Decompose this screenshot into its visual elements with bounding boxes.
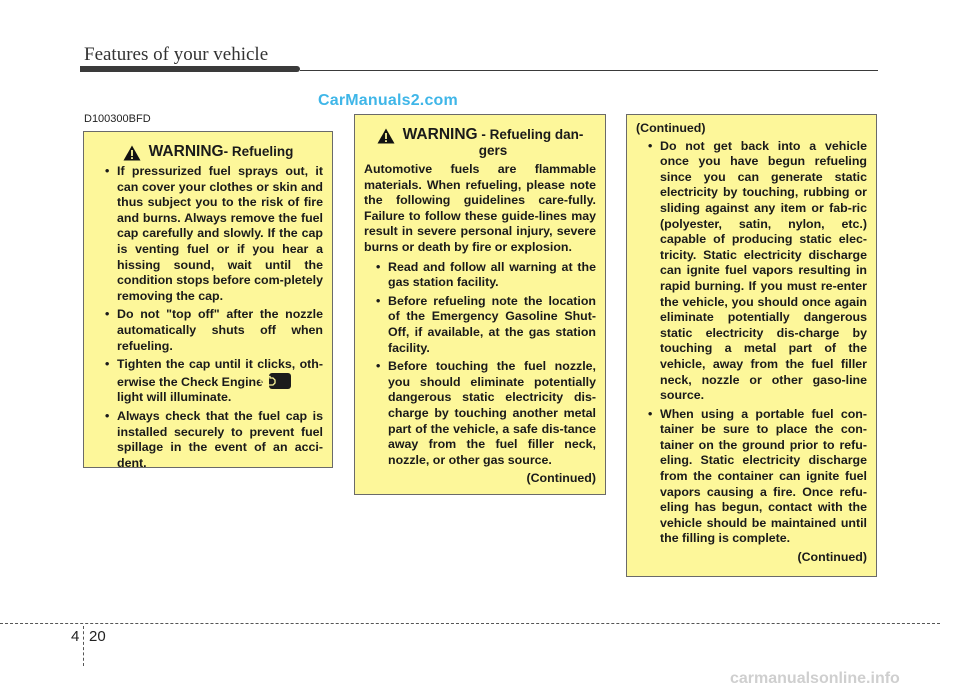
page-number: 20 xyxy=(89,628,106,645)
warning-triangle-icon xyxy=(123,145,141,161)
continued-label: (Continued) xyxy=(797,550,867,565)
warning-bullet-list xyxy=(93,164,323,471)
list-item: • Always check that the fuel cap is installed securely to prevent fuel spillage in the event of an acci-dent. xyxy=(105,409,323,471)
page-header-title: Features of your vehicle xyxy=(84,44,269,65)
warning-heading xyxy=(364,127,596,159)
chapter-number: 4 xyxy=(71,628,80,645)
warning-title: - Refueling dan- xyxy=(477,127,584,142)
list-item: • If pressurized fuel sprays out, it can cover your clothes or skin and thus subject you to the risk of fire and burns. Always remove the fuel cap carefully and slowly. If the cap is venting fuel or if you hear a hissing sound, wait until the condition stops before com-pletely removing the cap. xyxy=(105,164,323,304)
section-code: D100300BFD xyxy=(84,113,151,125)
page-number-separator xyxy=(83,626,84,666)
list-item: • Before touching the fuel nozzle, you should eliminate potentially dangerous static electricity dis-charge by touching another metal part of the vehicle, a safe dis-tance away from the fuel filler neck, nozzle, or other gas source. xyxy=(376,359,596,468)
warning-title-line2: gers xyxy=(478,143,508,158)
list-item-text: light will illuminate. xyxy=(117,390,232,405)
warning-bullet-list xyxy=(364,260,596,469)
list-item: • When using a portable fuel con-tainer be sure to place the con-tainer on the ground prior to refu-eling. Static electricity discharge from the container can ignite fuel vapors causing a fire. Once refu-eling has begun, contact with the vehicle should be maintained until the filling is complete. xyxy=(648,407,867,547)
warning-box-refueling-dangers xyxy=(354,114,606,495)
warning-bullet-list xyxy=(636,139,867,547)
bottom-watermark: carmanualsonline.info xyxy=(730,670,900,687)
continued-label: (Continued) xyxy=(636,121,706,135)
header-bar xyxy=(80,66,300,72)
list-item xyxy=(105,357,323,406)
list-item: • Read and follow all warning at the gas station facility. xyxy=(376,260,596,291)
warning-word: WARNING xyxy=(148,143,224,160)
watermark-link[interactable]: CarManuals2.com xyxy=(318,92,458,109)
continued-label: (Continued) xyxy=(526,471,596,486)
warning-title-block xyxy=(403,127,584,159)
warning-triangle-icon xyxy=(377,128,395,144)
list-item: • Do not "top off" after the nozzle automatically shuts off when refueling. xyxy=(105,307,323,354)
warning-heading xyxy=(93,144,323,161)
warning-box-refueling xyxy=(83,131,333,468)
list-item: • Before refueling note the location of the Emergency Gasoline Shut-Off, if available, at the gas station facility. xyxy=(376,294,596,356)
list-item-text: Tighten the cap until it clicks, oth-erwise the Check Engine xyxy=(117,357,323,389)
footer-rule xyxy=(0,623,940,624)
warning-intro: Automotive fuels are flammable materials. When refueling, please note the following guidelines care-fully. Failure to follow these guide-lines may result in severe personal injury, severe burns or death by fire or explosion. xyxy=(364,162,596,254)
warning-box-continued xyxy=(626,114,877,577)
warning-word: WARNING xyxy=(402,126,478,143)
warning-title: - Refueling xyxy=(223,144,294,159)
header-rule xyxy=(300,70,878,71)
list-item: • Do not get back into a vehicle once you have begun refueling since you can generate static electricity by touching, rubbing or sliding against any item or fab-ric (polyester, satin, nylon, etc.) capable of producing static elec-tricity. Static electricity discharge can ignite fuel vapors resulting in rapid burning. If you must re-enter the vehicle, you should once again eliminate potentially dangerous static electricity dis-charge by touching a metal part of the vehicle, away from the fuel filler neck, nozzle or other gaso-line source. xyxy=(648,139,867,404)
check-engine-icon xyxy=(269,373,291,389)
